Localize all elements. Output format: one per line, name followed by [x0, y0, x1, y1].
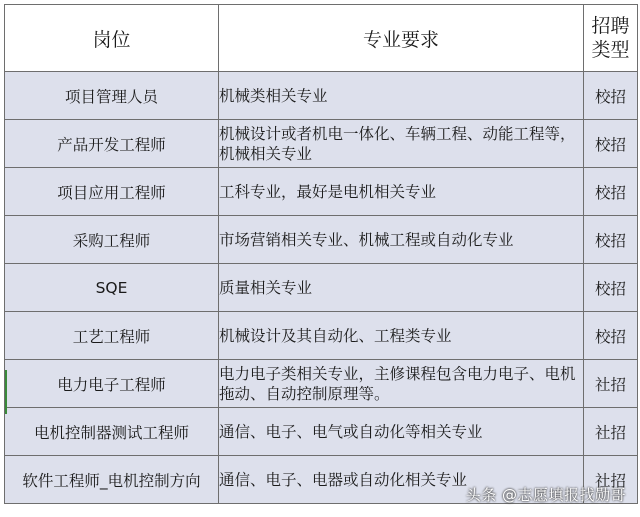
- cell-requirement: 质量相关专业: [219, 264, 584, 312]
- cell-requirement: 市场营销相关专业、机械工程或自动化专业: [219, 216, 584, 264]
- table-row: [5, 168, 638, 216]
- header-row: [5, 5, 638, 72]
- cell-type: 社招: [584, 456, 638, 504]
- cell-requirement: 工科专业，最好是电机相关专业: [219, 168, 584, 216]
- cell-type: 校招: [584, 312, 638, 360]
- cell-position: 工艺工程师: [5, 312, 219, 360]
- job-requirements-table: [4, 4, 638, 504]
- cell-requirement: 通信、电子、电气或自动化等相关专业: [219, 408, 584, 456]
- cell-requirement: 电力电子类相关专业，主修课程包含电力电子、电机拖动、自动控制原理等。: [219, 360, 584, 408]
- table-row: [5, 312, 638, 360]
- cell-position: 产品开发工程师: [5, 120, 219, 168]
- cell-position: SQE: [5, 264, 219, 312]
- cell-marker: [5, 370, 7, 414]
- cell-type: 社招: [584, 360, 638, 408]
- cell-type: 校招: [584, 72, 638, 120]
- header-type-line1: 招聘: [591, 15, 630, 37]
- cell-type: 校招: [584, 120, 638, 168]
- table-row: [5, 408, 638, 456]
- header-requirement: 专业要求: [219, 5, 584, 72]
- table-row: [5, 72, 638, 120]
- table-row: [5, 360, 638, 408]
- table-row: [5, 264, 638, 312]
- cell-position: 项目应用工程师: [5, 168, 219, 216]
- table-row: [5, 120, 638, 168]
- cell-position: 软件工程师_电机控制方向: [5, 456, 219, 504]
- cell-requirement: 机械设计及其自动化、工程类专业: [219, 312, 584, 360]
- watermark: 头条 @志愿填报找勋哥: [465, 486, 626, 504]
- cell-position: 电机控制器测试工程师: [5, 408, 219, 456]
- table-row: [5, 216, 638, 264]
- cell-type: 校招: [584, 264, 638, 312]
- header-type: [584, 5, 638, 72]
- header-position: 岗位: [5, 5, 219, 72]
- cell-type: 校招: [584, 216, 638, 264]
- cell-position: 电力电子工程师: [5, 360, 219, 408]
- cell-position: 采购工程师: [5, 216, 219, 264]
- cell-type: 社招: [584, 408, 638, 456]
- cell-position: 项目管理人员: [5, 72, 219, 120]
- cell-requirement: 通信、电子、电器或自动化相关专业: [219, 456, 584, 504]
- header-type-line2: 类型: [591, 39, 630, 61]
- cell-type: 校招: [584, 168, 638, 216]
- cell-requirement: 机械类相关专业: [219, 72, 584, 120]
- cell-requirement: 机械设计或者机电一体化、车辆工程、动能工程等，机械相关专业: [219, 120, 584, 168]
